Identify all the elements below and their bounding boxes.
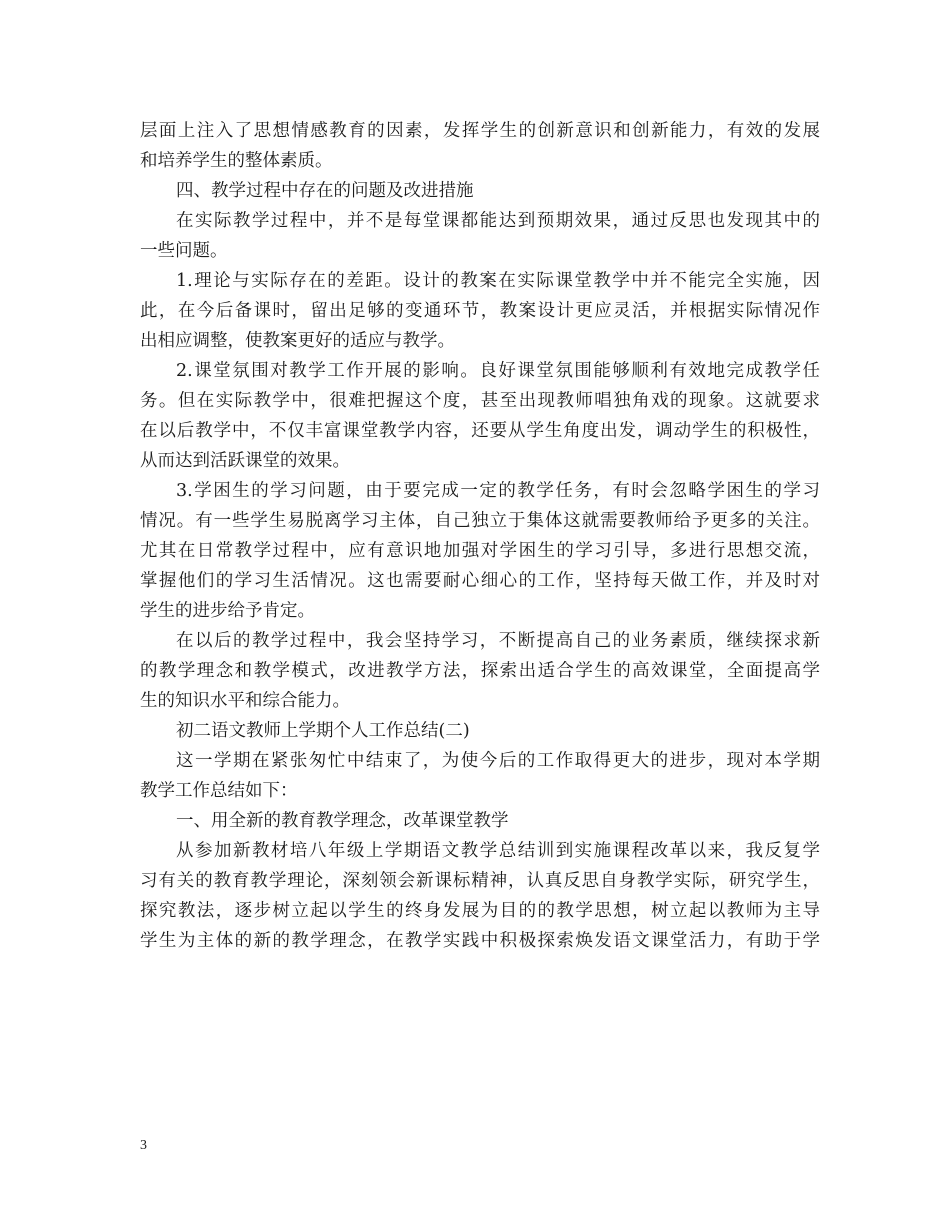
text-line: 这一学期在紧张匆忙中结束了，为使今后的工作取得更大的进步，现对本学期 — [176, 751, 820, 771]
text-line: 务。但在实际教学中，很难把握这个度，甚至出现教师唱独角戏的现象。这就要求 — [140, 391, 820, 411]
text-line: 生的知识水平和综合能力。 — [140, 691, 350, 711]
page-number: 3 — [140, 1138, 147, 1153]
text-line: 情况。有一些学生易脱离学习主体，自己独立于集体这就需要教师给予更多的关注。 — [140, 511, 820, 531]
text-line: 出相应调整，使教案更好的适应与教学。 — [140, 331, 455, 351]
text-line: 教学工作总结如下： — [140, 781, 298, 801]
text-line: 初二语文教师上学期个人工作总结(二) — [176, 721, 470, 741]
text-line: 四、教学过程中存在的问题及改进措施 — [176, 181, 474, 201]
text-line: 尤其在日常教学过程中，应有意识地加强对学困生的学习引导，多进行思想交流， — [140, 541, 820, 561]
text-line: 学生为主体的新的教学理念，在教学实践中积极探索焕发语文课堂活力，有助于学 — [140, 931, 820, 951]
text-line: 探究教法，逐步树立起以学生的终身发展为目的的教学思想，树立起以教师为主导 — [140, 901, 820, 921]
text-line: 3.学困生的学习问题，由于要完成一定的教学任务，有时会忽略学困生的学习 — [176, 481, 820, 501]
text-line: 此，在今后备课时，留出足够的变通环节，教案设计更应灵活，并根据实际情况作 — [140, 301, 820, 321]
text-line: 在实际教学过程中，并不是每堂课都能达到预期效果，通过反思也发现其中的 — [176, 211, 820, 231]
text-line: 一些问题。 — [140, 241, 228, 261]
text-line: 习有关的教育教学理论，深刻领会新课标精神，认真反思自身教学实际，研究学生， — [140, 871, 820, 891]
text-line: 1.理论与实际存在的差距。设计的教案在实际课堂教学中并不能完全实施，因 — [176, 271, 820, 291]
text-line: 在以后教学中，不仅丰富课堂教学内容，还要从学生角度出发，调动学生的积极性， — [140, 421, 820, 441]
text-line: 掌握他们的学习生活情况。这也需要耐心细心的工作，坚持每天做工作，并及时对 — [140, 571, 820, 591]
text-line: 学生的进步给予肯定。 — [140, 601, 315, 621]
text-line: 在以后的教学过程中，我会坚持学习，不断提高自己的业务素质，继续探求新 — [176, 631, 820, 651]
text-line: 一、用全新的教育教学理念，改革课堂教学 — [176, 811, 509, 831]
text-line: 的教学理念和教学模式，改进教学方法，探索出适合学生的高效课堂，全面提高学 — [140, 661, 820, 681]
text-line: 从参加新教材培八年级上学期语文教学总结训到实施课程改革以来，我反复学 — [176, 841, 820, 861]
body-text — [140, 116, 820, 956]
text-line: 从而达到活跃课堂的效果。 — [140, 451, 350, 471]
text-line: 层面上注入了思想情感教育的因素，发挥学生的创新意识和创新能力，有效的发展 — [140, 121, 820, 141]
text-line: 和培养学生的整体素质。 — [140, 151, 333, 171]
text-line: 2.课堂氛围对教学工作开展的影响。良好课堂氛围能够顺利有效地完成教学任 — [176, 361, 820, 381]
